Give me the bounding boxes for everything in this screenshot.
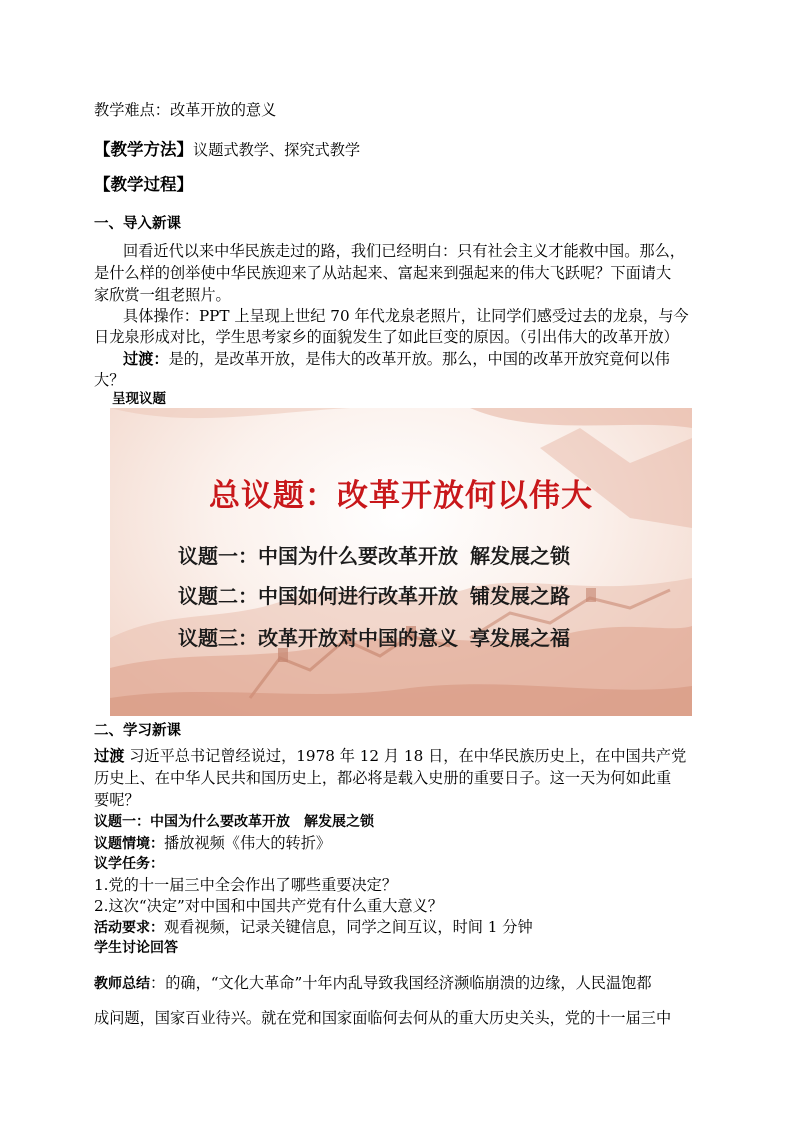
- task-label: 议学任务：: [94, 856, 164, 872]
- banner-topic-3-question: 议题三：改革开放对中国的意义: [178, 626, 458, 650]
- banner-topic-3-slogan: 享发展之福: [470, 626, 570, 650]
- summary-line1: [94, 972, 652, 995]
- scene-line: [94, 832, 331, 855]
- difficulty-line: 教学难点：改革开放的意义: [94, 101, 277, 119]
- section2-transition-text: 习近平总书记曾经说过，1978 年 12 月 18 日，在中华民族历史上，在中国共产党: [129, 747, 687, 765]
- task-question-2: 2.这次“决定”对中国和中国共产党有什么重大意义？: [94, 897, 443, 915]
- banner-title: 总议题：改革开放何以伟大: [209, 478, 593, 514]
- operation-line1: 具体操作：PPT 上呈现上世纪 70 年代龙泉老照片，让同学们感受过去的龙泉，与今: [123, 307, 689, 325]
- method-text: 议题式教学、探究式教学: [193, 141, 361, 159]
- student-discussion: 学生讨论回答: [94, 940, 178, 956]
- method-heading: 【教学方法】: [94, 140, 193, 159]
- method-line: [94, 139, 360, 161]
- section2-title: 二、学习新课: [94, 723, 181, 739]
- section2-transition-line2: 历史上、在中华人民共和国历史上，都必将是载入史册的重要日子。这一天为何如此重: [94, 769, 672, 787]
- intro-para-line1: 回看近代以来中华民族走过的路，我们已经明白：只有社会主义才能救中国。那么，: [123, 242, 685, 260]
- summary-label: 教师总结: [94, 976, 150, 992]
- banner-topic-1-question: 议题一：中国为什么要改革开放: [178, 544, 458, 568]
- transition-line1: [123, 348, 670, 370]
- section2-transition-line1: [94, 745, 686, 767]
- transition-line2: 大？: [94, 371, 125, 389]
- requirement-text: 观看视频，记录关键信息，同学之间互议，时间 1 分钟: [164, 918, 533, 936]
- topic-1-heading: 议题一：中国为什么要改革开放 解发展之锁: [94, 814, 374, 830]
- requirement-label: 活动要求：: [94, 920, 164, 936]
- section1-title: 一、导入新课: [94, 216, 181, 232]
- process-heading: 【教学过程】: [94, 175, 193, 194]
- section2-transition-label: 过渡: [94, 747, 125, 765]
- present-topic-label: 呈现议题: [112, 391, 166, 407]
- banner-topic-1-slogan: 解发展之锁: [470, 544, 570, 568]
- operation-line2: 日龙泉形成对比，学生思考家乡的面貌发生了如此巨变的原因。（引出伟大的改革开放）: [94, 328, 679, 346]
- section2-transition-line3: 要呢？: [94, 791, 140, 809]
- transition-label: 过渡：: [123, 350, 169, 368]
- requirement-line: [94, 916, 533, 939]
- banner-topic-2-slogan: 铺发展之路: [470, 584, 570, 608]
- banner-topic-1: [178, 540, 570, 569]
- banner-topic-3: [178, 622, 570, 651]
- summary-text-1: ：的确，“文化大革命”十年内乱导致我国经济濒临崩溃的边缘，人民温饱都: [150, 974, 652, 992]
- topic-banner-image: [110, 408, 692, 716]
- scene-text: 播放视频《伟大的转折》: [164, 834, 332, 852]
- scene-label: 议题情境：: [94, 836, 164, 852]
- banner-topic-2-question: 议题二：中国如何进行改革开放: [178, 584, 458, 608]
- transition-text: 是的，是改革开放，是伟大的改革开放。那么，中国的改革开放究竟何以伟: [168, 350, 670, 368]
- banner-topic-2: [178, 580, 570, 609]
- summary-line2: 成问题，国家百业待兴。就在党和国家面临何去何从的重大历史关头，党的十一届三中: [94, 1009, 672, 1027]
- task-question-1: 1.党的十一届三中全会作出了哪些重要决定？: [94, 876, 398, 894]
- intro-para-line3: 家欣赏一组老照片。: [94, 286, 231, 304]
- intro-para-line2: 是什么样的创举使中华民族迎来了从站起来、富起来到强起来的伟大飞跃呢？下面请大: [94, 264, 672, 282]
